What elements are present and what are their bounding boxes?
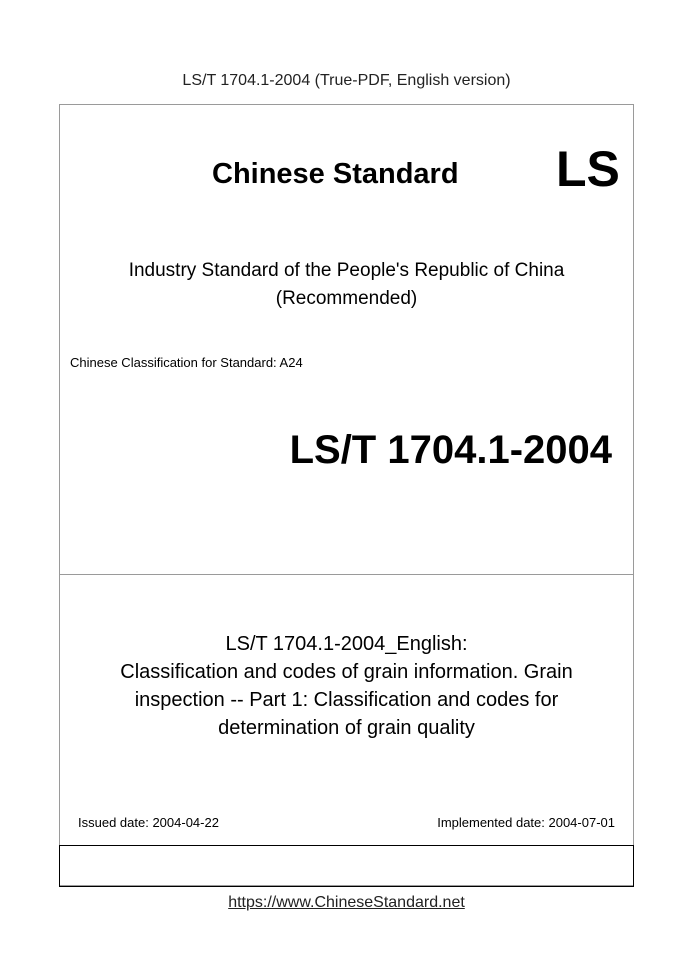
industry-line-2: (Recommended) [275,288,418,309]
implemented-date: Implemented date: 2004-07-01 [437,815,615,830]
english-title-line-1: LS/T 1704.1-2004_English: [225,633,468,655]
cover-divider [59,574,634,575]
english-title-line-3: inspection -- Part 1: Classification and codes for [134,689,559,711]
industry-line-1: Industry Standard of the People's Republic of China [128,260,565,281]
english-title-line-4: determination of grain quality [218,717,475,739]
standard-number: LS/T 1704.1-2004 [289,428,612,472]
page-header: LS/T 1704.1-2004 (True-PDF, English version) [182,72,511,89]
classification-code: Chinese Classification for Standard: A24 [70,355,303,370]
standard-mark: LS [556,141,620,197]
cover-frame [59,104,634,886]
issued-date: Issued date: 2004-04-22 [78,815,219,830]
industry-statement [59,257,634,313]
english-title-line-2: Classification and codes of grain information. Grain [120,661,573,683]
footer-link[interactable]: https://www.ChineseStandard.net [228,894,465,911]
cover-bottom-band [59,845,634,887]
english-title [59,630,634,742]
cover-title: Chinese Standard [212,158,459,190]
